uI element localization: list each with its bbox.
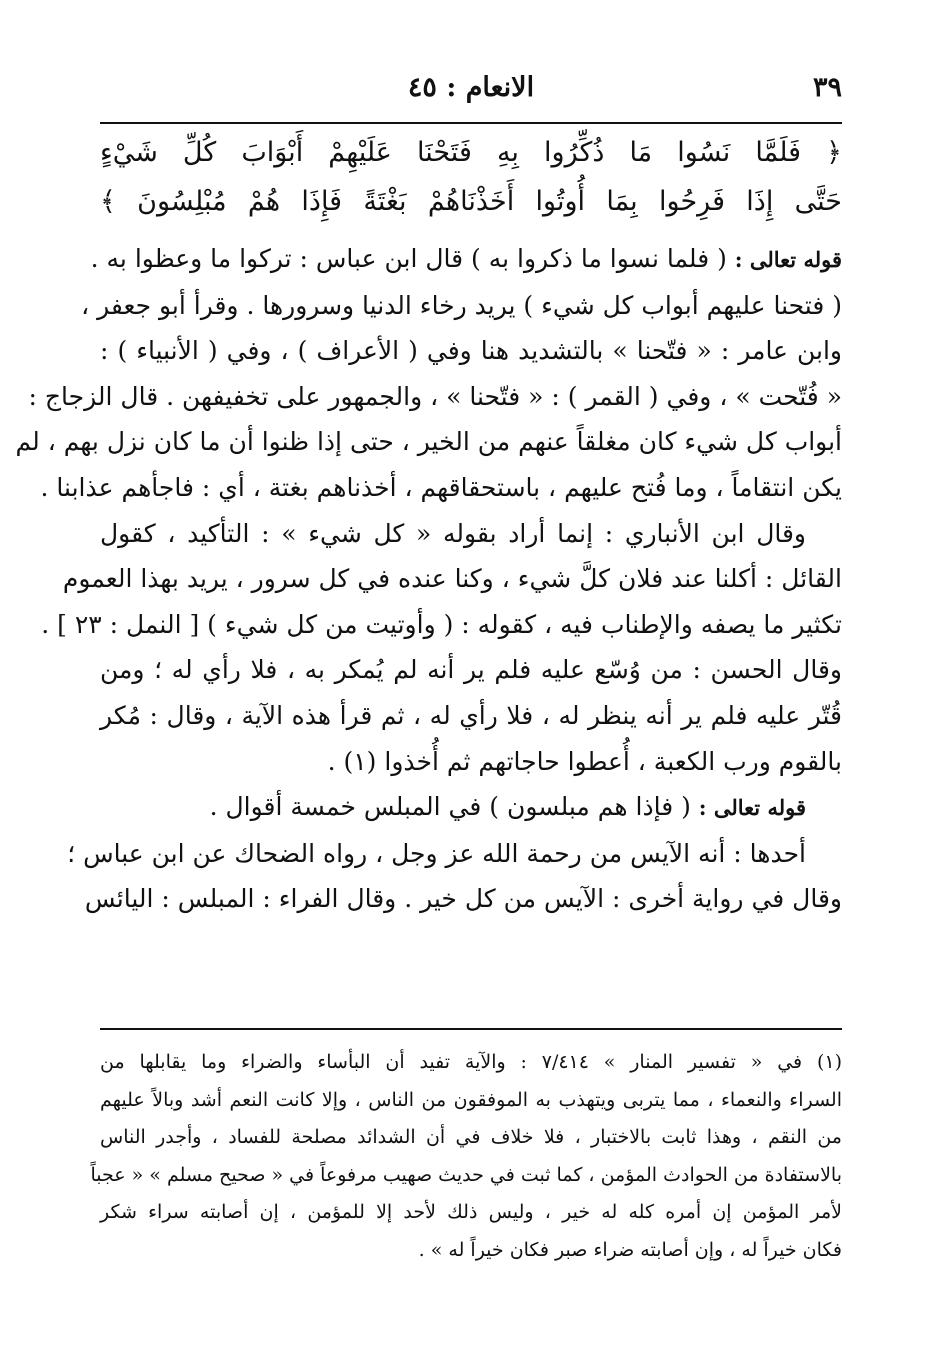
body-text: وقال ابن الأنباري : إنما أراد بقوله « كل شيء » : التأكيد ، كقول [100, 518, 806, 548]
page-number: ٣٩ [812, 72, 842, 103]
verse-line: ﴿ فَلَمَّا نَسُوا مَا ذُكِّرُوا بِهِ فَتَحْنَا عَلَيْهِمْ أَبْوَابَ كُلِّ شَيْءٍ [100, 137, 842, 168]
body-line [41, 602, 842, 648]
body-text: بالقوم ورب الكعبة ، أُعطوا حاجاتهم ثم أُخذوا (١) . [327, 746, 842, 776]
body-line [84, 876, 842, 922]
commentary-body [15, 236, 842, 922]
body-text: يكن انتقاماً ، وما فُتح عليهم ، باستحقاقهم ، أخذناهم بغتة ، أي : فاجأهم عذابنا . [40, 472, 842, 502]
body-text: « فُتّحت » ، وفي ( القمر ) : « فتّحنا » ، والجمهور على تخفيفهن . قال الزجاج : [28, 381, 842, 411]
body-text: القائل : أكلنا عند فلان كلَّ شيء ، وكنا عنده في كل سرور ، يريد بهذا العموم [62, 564, 842, 594]
body-text: تكثير ما يصفه والإطناب فيه ، كقوله : ( وأوتيت من كل شيء ) [ النمل : ٢٣ ] . [41, 609, 842, 639]
body-text: وابن عامر : « فتّحنا » بالتشديد هنا وفي ( الأعراف ) ، وفي ( الأنبياء ) : [100, 336, 842, 366]
body-text: وقال في رواية أخرى : الآيس من كل خير . وقال الفراء : المبلس : اليائس [84, 884, 842, 914]
page-header [100, 72, 842, 112]
body-text: ( فإذا هم مبلسون ) في المبلس خمسة أقوال . [209, 792, 699, 822]
footnote [90, 1044, 842, 1269]
body-line [100, 511, 842, 557]
body-line [100, 328, 842, 374]
body-line [100, 693, 842, 739]
running-title: الانعام : ٤٥ [407, 72, 535, 103]
body-text: ( فلما نسوا ما ذكروا به ) قال ابن عباس : تركوا ما وعظوا به . [90, 244, 735, 273]
body-text: أبواب كل شيء كان مغلقاً عنهم من الخير ، حتى إذا ظنوا أن ما كان نزل بهم ، لم [15, 427, 842, 457]
body-line [81, 283, 842, 329]
footnote-line: بالاستفادة من الحوادث المؤمن ، كما ثبت في حديث صهيب مرفوعاً في « صحيح مسلم » « عجباً [90, 1163, 842, 1186]
footnote-line: السراء والنعماء ، مما يتربى ويتهذب به الموفقون من الناس ، وإلا كانت النعم أشد وبالاً عليهم [100, 1088, 842, 1111]
body-text: أحدها : أنه الآيس من رحمة الله عز وجل ، رواه الضحاك عن ابن عباس ؛ [67, 838, 806, 868]
header-rule [100, 122, 842, 124]
body-text: قُتّر عليه فلم ير أنه ينظر له ، فلا رأي له ، ثم قرأ هذه الآية ، وقال : مُكر [100, 700, 842, 730]
footnote-rule [100, 1028, 842, 1030]
body-line [100, 739, 842, 785]
footnote-line: من النقم ، وهذا ثابت بالاختبار ، فلا خلاف في أن الشدائد مصلحة للفساد ، وأجدر الناس [100, 1126, 842, 1148]
footnote-line: لأمر المؤمن إن أمره كله له خير ، وليس ذلك لأحد إلا للمؤمن ، إن أصابته سراء شكر [100, 1201, 842, 1223]
footnote-line: (١) في « تفسير المنار » ٧/٤١٤ : والآية تفيد أن البأساء والضراء وما يقابلها من [100, 1051, 842, 1073]
body-line [90, 236, 842, 283]
lead-label: قوله تعالى : [698, 795, 806, 821]
body-line [100, 647, 842, 693]
verse-line: حَتَّى إِذَا فَرِحُوا بِمَا أُوتُوا أَخَذْنَاهُمْ بَغْتَةً فَإِذَا هُمْ مُبْلِسُونَ ﴾ [100, 186, 842, 217]
body-line [62, 556, 842, 602]
body-text: ( فتحنا عليهم أبواب كل شيء ) يريد رخاء الدنيا وسرورها . وقرأ أبو جعفر ، [81, 290, 842, 320]
body-line [28, 374, 842, 420]
body-line [67, 831, 842, 877]
quran-verse [100, 128, 842, 226]
footnote-line: فكان خيراً له ، وإن أصابته ضراء صبر فكان خيراً له » . [418, 1238, 842, 1261]
body-line [40, 465, 842, 511]
body-text: وقال الحسن : من وُسّع عليه فلم ير أنه لم يُمكر به ، فلا رأي له ؛ ومن [100, 655, 842, 685]
lead-label: قوله تعالى : [734, 247, 842, 272]
body-line [15, 419, 842, 465]
body-line [100, 784, 842, 831]
